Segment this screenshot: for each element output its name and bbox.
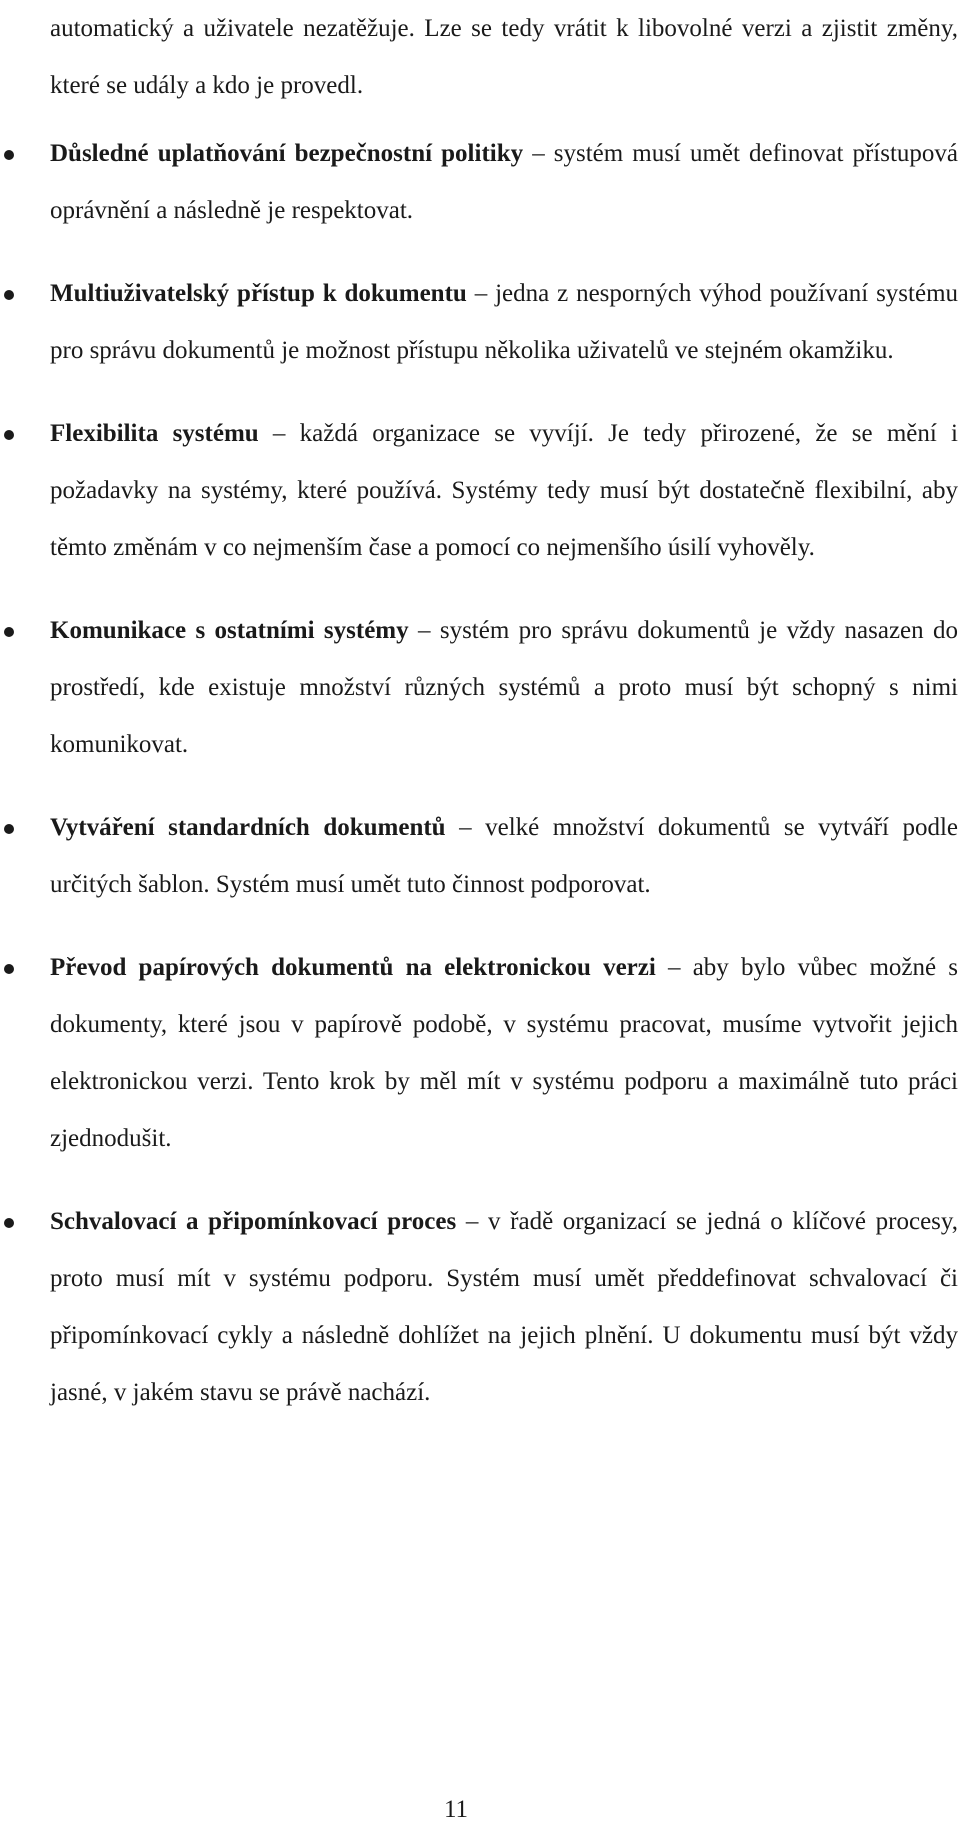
feature-list bbox=[0, 125, 960, 1447]
item-term: Komunikace s ostatními systémy bbox=[50, 617, 409, 644]
bullet-icon bbox=[4, 290, 14, 300]
dash-separator: – bbox=[417, 617, 431, 644]
item-term: Vytváření standardních dokumentů bbox=[50, 814, 446, 841]
intro-paragraph: automatický a uživatele nezatěžuje. Lze se tedy vrátit k libovolné verzi a zjistit změny, které se udály a kdo je provedl. bbox=[50, 15, 958, 99]
list-item bbox=[0, 125, 958, 239]
dash-separator: – bbox=[532, 140, 545, 167]
item-term: Schvalovací a připomínkovací proces bbox=[50, 1208, 457, 1235]
item-description: v řadě organizací se jedná o klíčové procesy, proto musí mít v systému podporu. Systém musí umět předdefinovat schvalovací či připomínkovací cykly a následně dohlížet na jejich plnění. U dokumentu musí být vždy jasné, v jakém stavu se právě nachází. bbox=[50, 1208, 959, 1406]
list-item bbox=[0, 265, 958, 379]
dash-separator: – bbox=[668, 954, 681, 981]
item-description: každá organizace se vyvíjí. Je tedy přirozené, že se mění i požadavky na systémy, které používá. Systémy tedy musí být dostatečně flexibilní, aby těmto změnám v co nejmenším čase a pomocí co nejmenšího úsilí vyhověly. bbox=[50, 420, 959, 561]
bullet-icon bbox=[4, 1218, 14, 1228]
bullet-icon bbox=[4, 627, 14, 637]
list-item bbox=[0, 939, 958, 1167]
bullet-icon bbox=[4, 430, 14, 440]
list-item bbox=[0, 1193, 958, 1421]
item-description: jedna z nesporných výhod používaní systému pro správu dokumentů je možnost přístupu několika uživatelů ve stejném okamžiku. bbox=[50, 280, 959, 364]
bullet-icon bbox=[4, 824, 14, 834]
dash-separator: – bbox=[465, 1208, 479, 1235]
item-term: Převod papírových dokumentů na elektronickou verzi bbox=[50, 954, 656, 981]
item-term: Multiuživatelský přístup k dokumentu bbox=[50, 280, 467, 307]
list-item bbox=[0, 405, 958, 576]
dash-separator: – bbox=[474, 280, 488, 307]
bullet-icon bbox=[4, 964, 14, 974]
page-number: 11 bbox=[443, 1796, 469, 1823]
item-description: systém musí umět definovat přístupová oprávnění a následně je respektovat. bbox=[50, 140, 958, 224]
item-description: velké množství dokumentů se vytváří podle určitých šablon. Systém musí umět tuto činnost podporovat. bbox=[50, 814, 959, 898]
dash-separator: – bbox=[459, 814, 472, 841]
item-description: aby bylo vůbec možné s dokumenty, které jsou v papírově podobě, v systému pracovat, musíme vytvořit jejich elektronickou verzi. Tento krok by měl mít v systému podporu a maximálně tuto práci zjednodušit. bbox=[50, 954, 959, 1152]
dash-separator: – bbox=[272, 420, 286, 447]
item-description: systém pro správu dokumentů je vždy nasazen do prostředí, kde existuje množství různých systémů a proto musí být schopný s nimi komunikovat. bbox=[50, 617, 958, 758]
list-item bbox=[0, 799, 958, 913]
item-term: Flexibilita systému bbox=[50, 420, 259, 447]
bullet-icon bbox=[4, 150, 14, 160]
list-item bbox=[0, 602, 958, 773]
item-term: Důsledné uplatňování bezpečnostní politiky bbox=[50, 140, 524, 167]
